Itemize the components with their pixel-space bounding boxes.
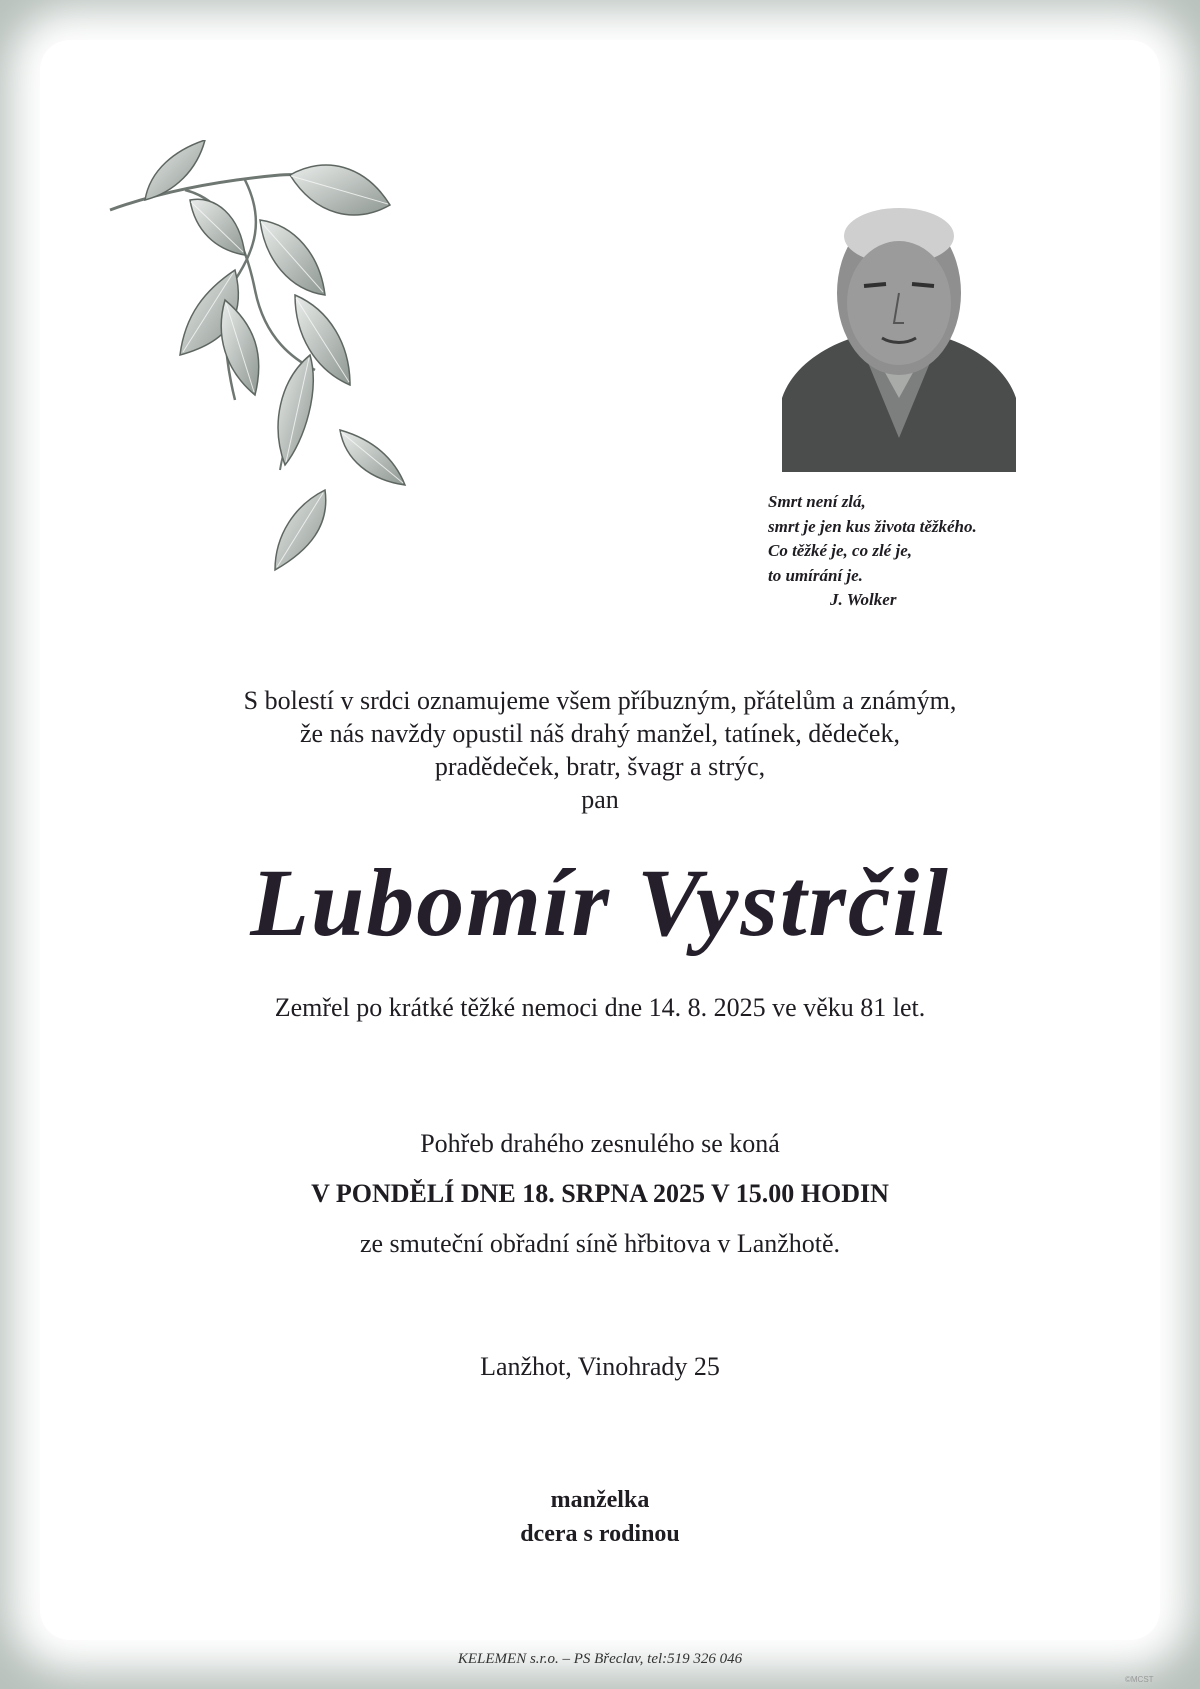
death-note: Zemřel po krátké těžké nemoci dne 14. 8. 2025 ve věku 81 let. bbox=[274, 993, 926, 1022]
quote-author: J. Wolker bbox=[830, 590, 897, 609]
quote-block bbox=[768, 490, 1068, 613]
leaf-branch-icon bbox=[105, 140, 435, 600]
funeral-intro: Pohřeb drahého zesnulého se koná bbox=[420, 1129, 780, 1158]
footer-company: KELEMEN s.r.o. – PS Břeclav, tel:519 326 046 bbox=[457, 1651, 743, 1667]
quote-line: Co těžké je, co zlé je, bbox=[768, 541, 912, 560]
signer: manželka bbox=[550, 1487, 650, 1513]
announcement bbox=[0, 684, 1200, 816]
funeral-date: V PONDĚLÍ DNE 18. SRPNA 2025 V 15.00 HODIN bbox=[311, 1179, 889, 1208]
announcement-line: S bolestí v srdci oznamujeme všem příbuzným, přátelům a známým, bbox=[243, 686, 957, 715]
watermark: ©MCST bbox=[1125, 1675, 1154, 1684]
quote-line: to umírání je. bbox=[768, 565, 863, 585]
quote-line: smrt je jen kus života těžkého. bbox=[768, 516, 977, 536]
funeral-place: ze smuteční obřadní síně hřbitova v Lanžhotě. bbox=[359, 1229, 841, 1258]
portrait-photo bbox=[782, 198, 1016, 472]
funeral-info bbox=[0, 1119, 1200, 1269]
announcement-line: pradědeček, bratr, švagr a strýc, bbox=[434, 752, 766, 781]
quote-line: Smrt není zlá, bbox=[768, 492, 866, 511]
signer: dcera s rodinou bbox=[520, 1521, 680, 1547]
address: Lanžhot, Vinohrady 25 bbox=[480, 1352, 720, 1381]
deceased-name: Lubomír Vystrčil bbox=[250, 849, 950, 956]
announcement-line: pan bbox=[581, 785, 619, 814]
signers bbox=[0, 1483, 1200, 1551]
announcement-line: že nás navždy opustil náš drahý manžel, tatínek, dědeček, bbox=[300, 719, 900, 748]
